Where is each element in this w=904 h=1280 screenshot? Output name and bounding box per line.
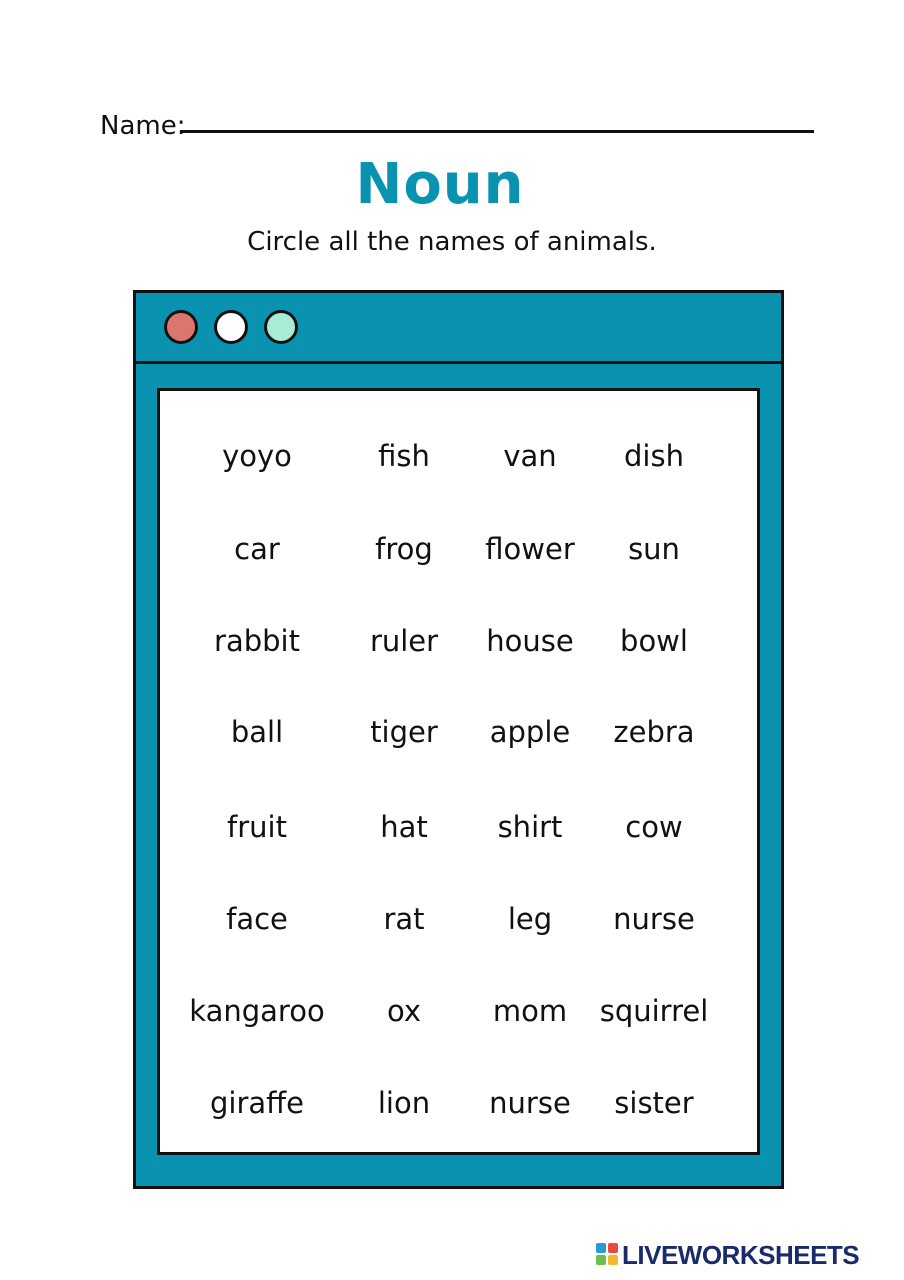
red-dot-icon [164,310,198,344]
word-item[interactable]: tiger [370,715,438,749]
word-grid [160,391,757,1152]
word-panel [157,388,760,1155]
word-item[interactable]: car [234,532,280,566]
word-item[interactable]: yoyo [222,439,292,473]
word-item[interactable]: sun [628,532,680,566]
word-item[interactable]: ox [386,994,421,1028]
word-item[interactable]: house [486,624,574,658]
name-label: Name: [100,111,186,141]
word-item[interactable]: leg [507,902,553,936]
word-item[interactable]: fish [378,439,430,473]
window-titlebar [136,293,781,364]
word-item[interactable]: face [226,902,288,936]
word-item[interactable]: van [503,439,557,473]
word-item[interactable]: apple [489,715,571,749]
word-item[interactable]: rabbit [214,624,300,658]
word-item[interactable]: rat [383,902,425,936]
word-item[interactable]: kangaroo [189,994,325,1028]
word-item[interactable]: shirt [497,810,563,844]
name-line[interactable] [180,130,814,133]
word-item[interactable]: dish [624,439,684,473]
word-item[interactable]: squirrel [599,994,709,1028]
word-window [133,290,784,1189]
word-item[interactable]: fruit [227,810,287,844]
word-item[interactable]: nurse [613,902,695,936]
word-item[interactable]: ruler [369,624,439,658]
worksheet-instruction: Circle all the names of animals. [247,227,657,257]
word-item[interactable]: lion [377,1086,431,1120]
word-item[interactable]: giraffe [210,1086,304,1120]
word-item[interactable]: ball [230,715,284,749]
liveworksheets-brand [596,1236,896,1274]
word-item[interactable]: frog [375,532,433,566]
word-item[interactable]: bowl [620,624,688,658]
word-item[interactable]: hat [380,810,428,844]
name-field-row [100,108,815,144]
word-item[interactable]: cow [625,810,683,844]
brand-text: LIVEWORKSHEETS [622,1240,860,1270]
word-item[interactable]: sister [614,1086,694,1120]
word-item[interactable]: flower [485,532,575,566]
word-item[interactable]: mom [492,994,568,1028]
mint-dot-icon [264,310,298,344]
word-item[interactable]: nurse [489,1086,571,1120]
word-item[interactable]: zebra [613,715,695,749]
worksheet-title: Noun [355,152,525,217]
white-dot-icon [214,310,248,344]
liveworksheets-logo-icon [596,1243,618,1265]
